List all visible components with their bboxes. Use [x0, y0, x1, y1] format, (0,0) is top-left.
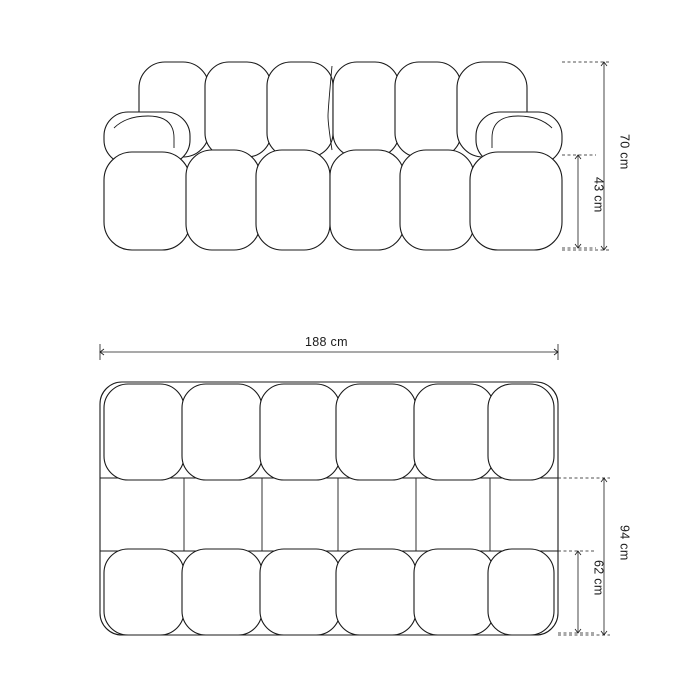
plan-seat-1	[104, 549, 184, 635]
top-plan-view	[100, 344, 610, 635]
backrest-cushion-2	[205, 62, 271, 157]
seat-base-3	[330, 150, 404, 250]
dimension-label-seat-height: 43 cm	[591, 177, 606, 213]
plan-seat-6	[488, 549, 554, 635]
backrest-cushion-5	[395, 62, 461, 157]
seat-base-2	[256, 150, 330, 250]
plan-seat-5	[414, 549, 494, 635]
plan-backrest-4	[336, 384, 416, 480]
plan-backrest-6	[488, 384, 554, 480]
plan-backrest-5	[414, 384, 494, 480]
seat-base-4	[400, 150, 474, 250]
plan-seat-2	[182, 549, 262, 635]
dimension-label-depth-total: 94 cm	[617, 525, 632, 561]
plan-backrest-2	[182, 384, 262, 480]
plan-seat-4	[336, 549, 416, 635]
plan-seat-3	[260, 549, 340, 635]
front-elevation-view	[104, 62, 610, 250]
seat-base-1	[186, 150, 260, 250]
seat-base-left-arm	[104, 152, 190, 250]
plan-backrest-1	[104, 384, 184, 480]
dimension-label-seat-depth: 62 cm	[591, 560, 606, 596]
backrest-cushion-4	[333, 62, 399, 157]
dimension-label-height-total: 70 cm	[617, 134, 632, 170]
dimension-label-width-total: 188 cm	[305, 335, 348, 349]
plan-backrest-3	[260, 384, 340, 480]
backrest-cushion-3	[267, 62, 333, 157]
seat-base-right-arm	[470, 152, 562, 250]
